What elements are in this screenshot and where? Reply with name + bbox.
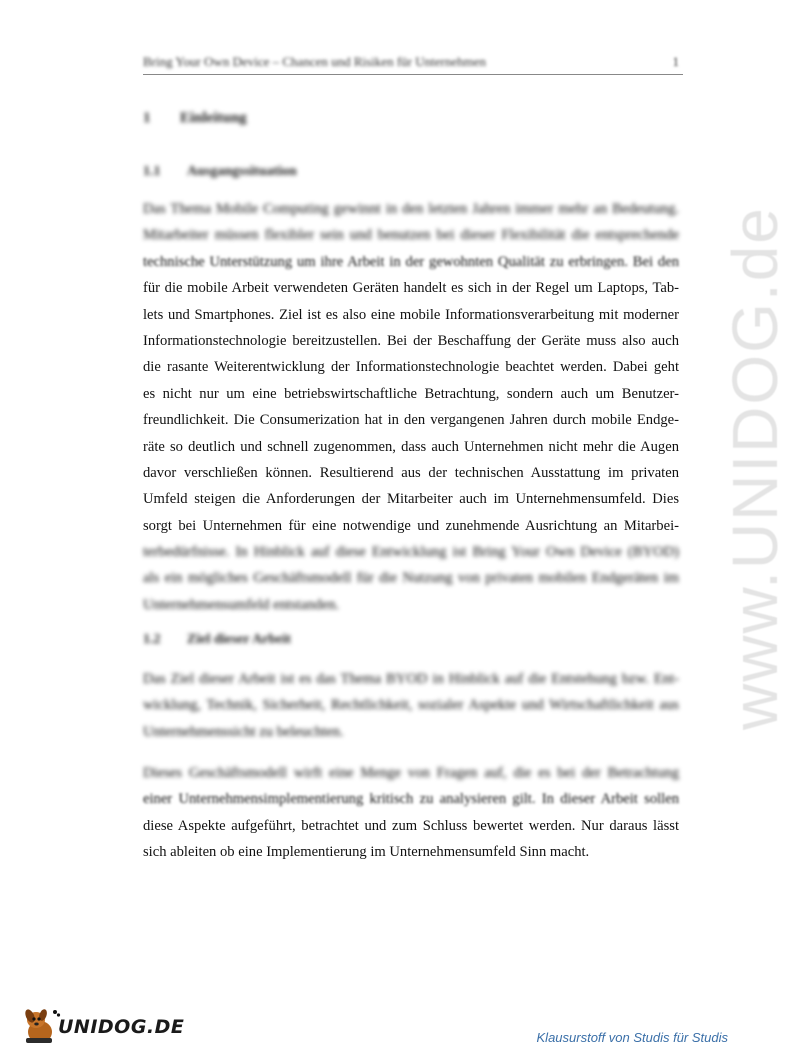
- text-line: wicklung, Technik, Sicherheit, Rechtlichkeit, sozialer Aspekte und Wirtschaftlichkeit aus: [143, 697, 679, 714]
- page-number: 1: [672, 54, 679, 69]
- text-line: es nicht nur um eine betriebswirtschaftliche Betrachtung, sondern auch um Benutzer-: [143, 385, 679, 402]
- unidog-logo[interactable]: [22, 1002, 185, 1046]
- text-line: Dieses Geschäftsmodell wirft eine Menge von Fragen auf, die es bei der Betrachtung: [143, 765, 679, 781]
- running-header: [143, 52, 683, 75]
- text-line: sorgt bei Unternehmen für eine notwendige und zunehmende Ausrichtung an Mitarbei-: [143, 517, 679, 534]
- text-line: terbedürfnisse. In Hinblick auf diese Entwicklung ist Bring Your Own Device (BYOD): [143, 544, 679, 561]
- paragraph-ziel-2: [143, 760, 679, 866]
- text-line: Umfeld steigen die Anforderungen der Mitarbeiter auch im Unternehmensumfeld. Dies: [143, 491, 679, 508]
- section-title: Einleitung: [180, 110, 247, 126]
- text-line: freundlichkeit. Die Consumerization hat in den vergangenen Jahren durch mobile Endge-: [143, 412, 679, 429]
- section-number: 1.2: [143, 632, 161, 647]
- watermark-text: www.UNIDOG.de: [719, 206, 791, 730]
- section-title: Ziel dieser Arbeit: [187, 632, 291, 647]
- text-line: für die mobile Arbeit verwendeten Geräten handelt es sich in der Regel um Laptops, Tab-: [143, 280, 679, 297]
- text-line: einer Unternehmensimplementierung kritisch zu analysieren gilt. In dieser Arbeit sollen: [143, 791, 679, 808]
- text-line: Das Ziel dieser Arbeit ist es das Thema BYOD in Hinblick auf die Entstehung bzw. Ent-: [143, 671, 679, 687]
- text-line: technische Unterstützung um ihre Arbeit in der gewohnten Qualität zu erbringen. Bei den: [143, 253, 679, 270]
- section-title: Ausgangssituation: [187, 164, 297, 179]
- paragraph-ausgangssituation: [143, 196, 679, 618]
- text-line: diese Aspekte aufgeführt, betrachtet und zum Schluss bewertet werden. Nur daraus lässt: [143, 817, 679, 834]
- section-heading-1-1: [143, 164, 443, 184]
- text-line: sich ableiten ob eine Implementierung im Unternehmensumfeld Sinn macht.: [143, 844, 590, 861]
- text-line: Unternehmenssicht zu beleuchten.: [143, 723, 344, 740]
- section-heading-1: [143, 110, 443, 130]
- section-number: 1.1: [143, 164, 161, 179]
- text-line: als ein mögliches Geschäftsmodell für die Nutzung von privaten mobilen Endgeräten im: [143, 570, 679, 587]
- dog-mascot-icon: [22, 1002, 62, 1046]
- section-heading-1-2: [143, 632, 443, 652]
- section-number: 1: [143, 110, 151, 126]
- text-line: Unternehmensumfeld entstanden.: [143, 596, 340, 613]
- logo-wordmark: UNIDOG.DE: [58, 1016, 185, 1038]
- text-line: räte so deutlich und schnell zugenommen, dass auch Unternehmen nicht mehr die Augen: [143, 438, 679, 455]
- text-line: davor verschließen können. Resultierend aus der technischen Ausstattung im privaten: [143, 464, 679, 481]
- text-line: lets und Smartphones. Ziel ist es also eine mobile Informationsverarbeitung mit moderner: [143, 306, 679, 323]
- text-line: Informationstechnologie bereitzustellen. Bei der Beschaffung der Geräte muss also auch: [143, 332, 679, 349]
- text-line: die rasante Weiterentwicklung der Informationstechnologie beachtet werden. Dabei geht: [143, 359, 679, 376]
- header-title: Bring Your Own Device – Chancen und Risiken für Unternehmen: [143, 54, 486, 69]
- text-line: Das Thema Mobile Computing gewinnt in den letzten Jahren immer mehr an Bedeutung.: [143, 201, 679, 217]
- text-line: Mitarbeiter müssen flexibler sein und benutzen bei dieser Flexibilität die entsprechende: [143, 227, 679, 244]
- paragraph-ziel-1: [143, 666, 679, 745]
- footer-slogan: Klausurstoff von Studis für Studis: [536, 1030, 728, 1045]
